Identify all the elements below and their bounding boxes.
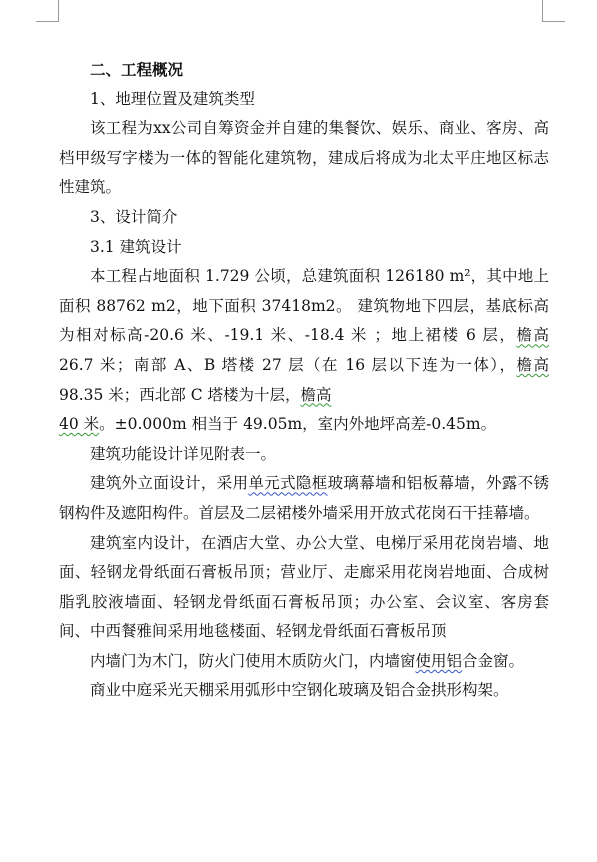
spellcheck-word: 檐高 — [516, 355, 549, 374]
paragraph-interior: 建筑室内设计，在酒店大堂、办公大堂、电梯厅采用花岗岩墙、地面、轻钢龙骨纸面石膏板吊顶；营业厅、走廊采用花岗岩地面、合成树脂乳胶液墙面、轻钢龙骨纸面石膏板吊顶；办公室、会议室、客房套间、中西餐雅间采用地毯楼面、轻钢龙骨纸面石膏板吊顶 — [59, 533, 549, 641]
grammar-flagged-text: 使用铝 — [415, 651, 463, 670]
document-body — [59, 55, 549, 706]
grammar-flagged-text: 单元式隐框 — [248, 474, 328, 493]
paragraph-function: 建筑功能设计详见附表一。 — [90, 444, 277, 463]
text-run: 。±0.000m 相当于 49.05m，室内外地坪高差-0.45m。 — [99, 415, 497, 434]
spellcheck-word: 檐高 — [516, 326, 549, 345]
text-run: 合金窗。 — [462, 651, 525, 670]
crop-mark — [542, 21, 565, 22]
paragraph-atrium: 商业中庭采光天棚采用弧形中空钢化玻璃及铝合金拱形构架。 — [90, 681, 509, 700]
crop-mark — [542, 0, 543, 22]
section-heading: 二、工程概况 — [90, 60, 184, 79]
text-run: 本工程占地面积 1.729 公顷，总建筑面积 126180 m²，其中地上面积 88762 m2，地下面积 37418m2。 建筑物地下四层，基底标高为相对标高-20.6 米、-19.1 米、-18.4 米 ；地上裙楼 6 层， — [59, 267, 549, 345]
text-run: 98.35 米；西北部 C 塔楼为十层， — [59, 385, 301, 404]
crop-mark — [36, 21, 59, 22]
crop-mark — [58, 0, 59, 22]
paragraph-overview: 该工程为xx公司自筹资金并自建的集餐饮、娱乐、商业、客房、高档甲级写字楼为一体的智能化建筑物，建成后将成为北太平庄地区标志性建筑。 — [59, 119, 549, 197]
text-run: 玻璃幕墙和铝板幕墙，外露不锈钢构件及遮阳构件。首层及二层裙楼外墙采用开放式花岗石干挂幕墙。 — [59, 474, 549, 522]
paragraph-doors — [59, 647, 549, 677]
paragraph-areas — [59, 262, 549, 440]
text-run: 建筑外立面设计，采用 — [90, 474, 249, 493]
spellcheck-word: 檐高 — [300, 385, 332, 404]
subheading-design-intro: 3、设计简介 — [90, 207, 178, 226]
text-run: 26.7 米；南部 A、B 塔楼 27 层（在 16 层以下连为一体）， — [59, 355, 517, 374]
spellcheck-word: 40 米 — [59, 415, 100, 434]
text-run: 内墙门为木门，防火门使用木质防火门，内墙窗 — [90, 651, 416, 670]
paragraph-facade — [59, 469, 549, 528]
subheading-architecture: 3.1 建筑设计 — [90, 237, 182, 256]
subheading-location: 1、地理位置及建筑类型 — [90, 89, 255, 108]
